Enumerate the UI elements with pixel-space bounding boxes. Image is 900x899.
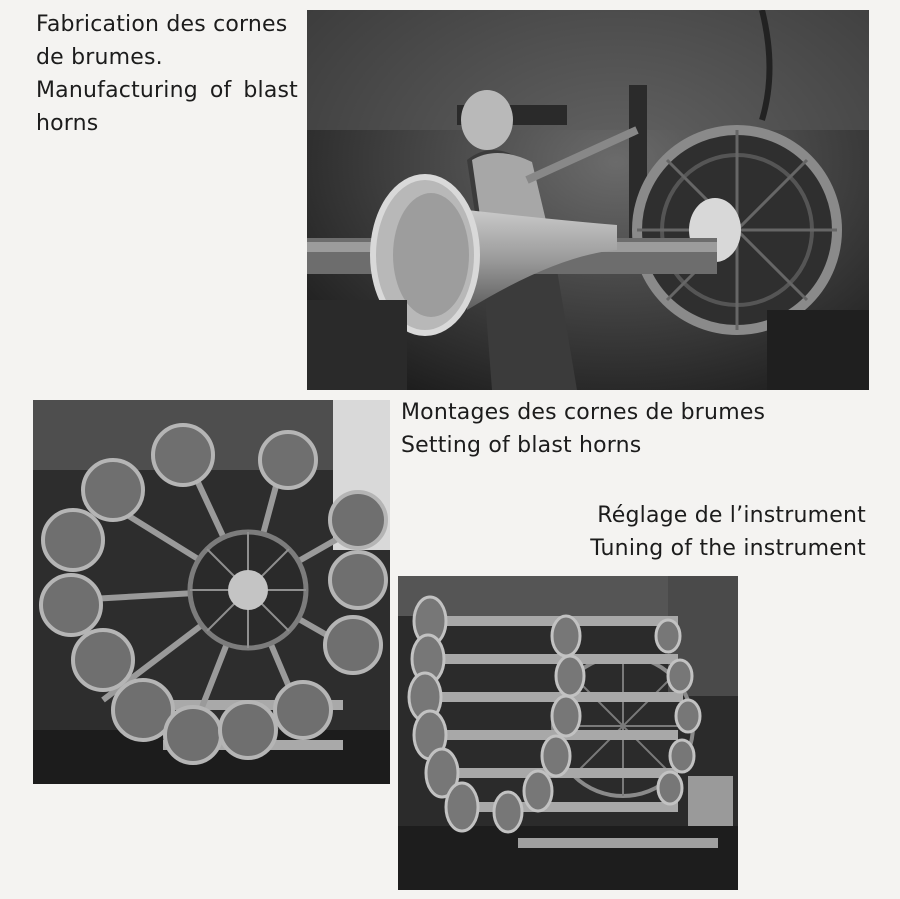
photo-horn-manufacturing [307,10,869,390]
photo-horn-manufacturing-illustration [307,10,869,390]
caption-manufacturing-fr-line1: Fabrication des cornes [36,12,288,37]
photo-horn-setting [33,400,390,784]
caption-word: Manufacturing [36,78,198,103]
caption-tuning-en: Tuning of the instrument [590,536,866,561]
caption-manufacturing-en-line1 [36,74,298,107]
caption-tuning [590,499,866,565]
photo-instrument-tuning [398,576,738,890]
caption-word: of [209,78,232,103]
caption-tuning-fr: Réglage de l’instrument [597,503,866,528]
caption-setting [401,396,765,462]
photo-horn-setting-illustration [33,400,390,784]
caption-setting-fr: Montages des cornes de brumes [401,400,766,425]
caption-manufacturing [36,8,298,140]
caption-manufacturing-en-line2: horns [36,111,99,136]
caption-setting-en: Setting of blast horns [401,433,642,458]
caption-word: blast [243,78,298,103]
caption-manufacturing-fr-line2: de brumes. [36,45,163,70]
photo-instrument-tuning-illustration [398,576,738,890]
